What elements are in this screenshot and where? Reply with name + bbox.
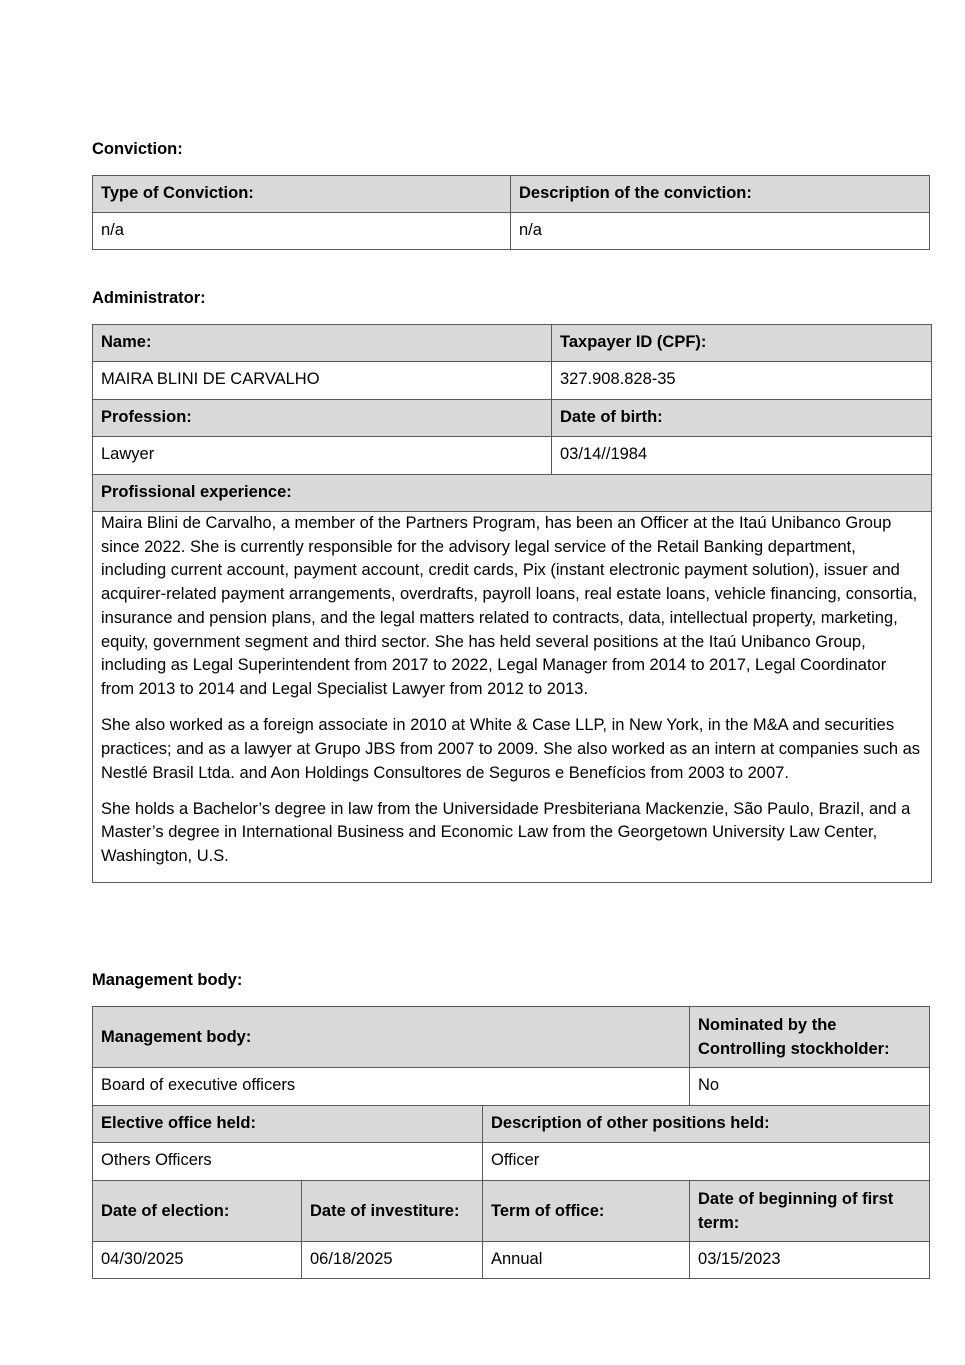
experience-label: Profissional experience: xyxy=(93,475,932,512)
management-body-label: Management body: xyxy=(93,1007,690,1068)
experience-paragraph: Maira Blini de Carvalho, a member of the Partners Program, has been an Officer at the Itaú Unibanco Group since 2022. She is currently responsible for the advisory legal service of the Retail Banking department, including current account, payment account, credit cards, Pix (instant electronic payment solution), issuer and acquirer-related payment arrangements, overdrafts, payroll loans, real estate loans, vehicle financing, consortia, insurance and pension plans, and the legal matters related to contracts, data, intellectual property, marketing, equity, government segment and third sector. She has held several positions at the Itaú Unibanco Group, including as Legal Superintendent from 2017 to 2022, Legal Manager from 2014 to 2017, Legal Coordinator from 2013 to 2014 and Legal Specialist Lawyer from 2012 to 2013. xyxy=(101,514,918,698)
experience-paragraph: She holds a Bachelor’s degree in law from the Universidade Presbiteriana Mackenzie, São Paulo, Brazil, and a Master’s degree in International Business and Economic Law from the Georgetown University Law Center, Washington, U.S. xyxy=(101,799,911,866)
profession-value: Lawyer xyxy=(93,437,552,475)
election-date-value: 04/30/2025 xyxy=(93,1242,302,1279)
other-positions-value: Officer xyxy=(483,1143,930,1181)
conviction-section-title: Conviction: xyxy=(92,140,183,158)
dob-label: Date of birth: xyxy=(552,400,932,437)
cpf-value: 327.908.828-35 xyxy=(552,362,932,400)
dob-value: 03/14//1984 xyxy=(552,437,932,475)
management-table xyxy=(92,1006,930,1279)
elective-office-value: Others Officers xyxy=(93,1143,483,1181)
term-label: Term of office: xyxy=(483,1181,690,1242)
elective-office-label: Elective office held: xyxy=(93,1106,483,1143)
conviction-type-value: n/a xyxy=(93,213,511,250)
nominated-value: No xyxy=(690,1068,930,1106)
name-label: Name: xyxy=(93,325,552,362)
conviction-table xyxy=(92,175,930,250)
investiture-date-value: 06/18/2025 xyxy=(302,1242,483,1279)
first-term-label: Date of beginning of first term: xyxy=(690,1181,930,1242)
first-term-value: 03/15/2023 xyxy=(690,1242,930,1279)
conviction-description-header: Description of the conviction: xyxy=(511,176,930,213)
conviction-description-value: n/a xyxy=(511,213,930,250)
term-value: Annual xyxy=(483,1242,690,1279)
other-positions-label: Description of other positions held: xyxy=(483,1106,930,1143)
administrator-table xyxy=(92,324,932,883)
experience-paragraph: She also worked as a foreign associate in 2010 at White & Case LLP, in New York, in the M&A and securities practices; and as a lawyer at Grupo JBS from 2007 to 2009. She also worked as an intern at companies such as Nestlé Brasil Ltda. and Aon Holdings Consultores de Seguros e Benefícios from 2003 to 2007. xyxy=(101,716,921,782)
experience-text xyxy=(93,512,932,883)
conviction-type-header: Type of Conviction: xyxy=(93,176,511,213)
profession-label: Profession: xyxy=(93,400,552,437)
administrator-section-title: Administrator: xyxy=(92,289,206,307)
election-date-label: Date of election: xyxy=(93,1181,302,1242)
management-section-title: Management body: xyxy=(92,971,243,989)
nominated-label: Nominated by the Controlling stockholder: xyxy=(690,1007,930,1068)
management-body-value: Board of executive officers xyxy=(93,1068,690,1106)
investiture-date-label: Date of investiture: xyxy=(302,1181,483,1242)
name-value: MAIRA BLINI DE CARVALHO xyxy=(93,362,552,400)
cpf-label: Taxpayer ID (CPF): xyxy=(552,325,932,362)
